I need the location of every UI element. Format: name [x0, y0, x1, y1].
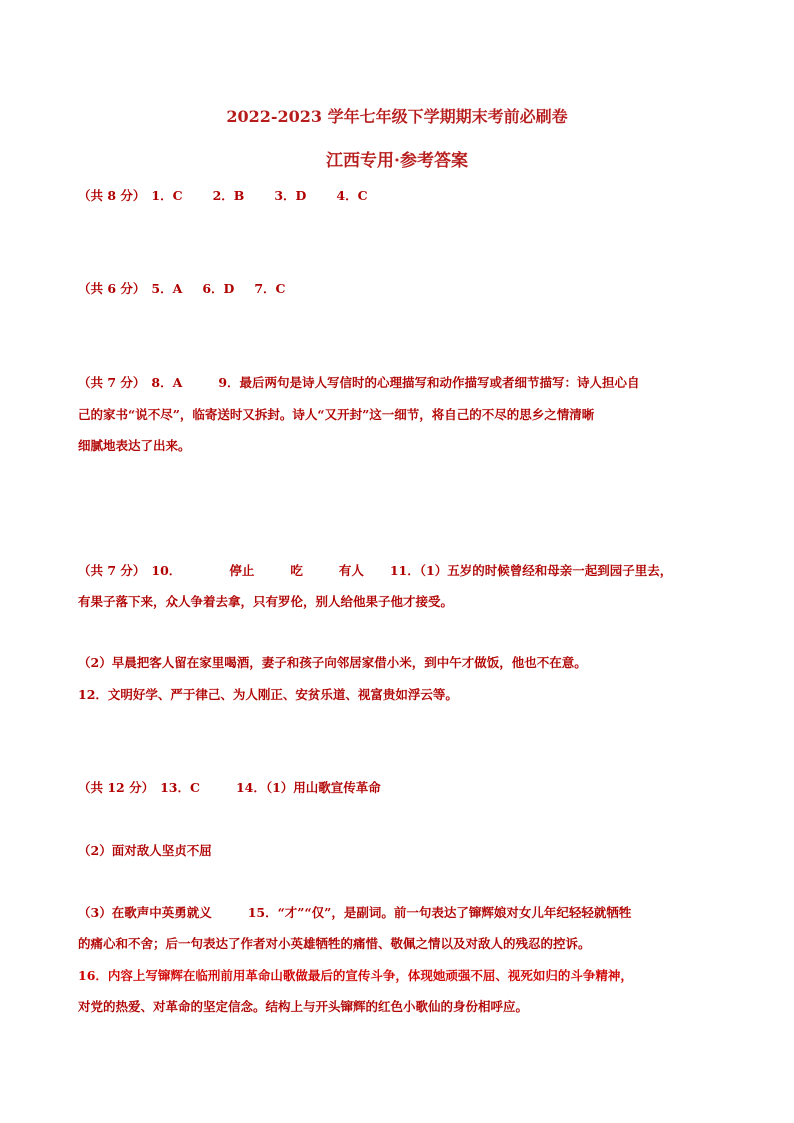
answer-15-line1: 15．“才”“仅”，是副词。前一句表达了镩辉娘对女儿年纪轻轻就牺牲: [247, 905, 632, 920]
answer-4: 4．C: [336, 188, 368, 203]
page-subtitle: 江西专用·参考答案: [326, 151, 468, 171]
answer-5: 5．A: [151, 281, 183, 296]
answer-line-s1: [78, 186, 368, 204]
answer-11-line1: 11．（1）五岁的时候曾经和母亲一起到园子里去，: [389, 563, 673, 578]
answer-15-line2: 的痛心和不舍；后一句表达了作者对小英雄牺牲的痛惜、敬佩之情以及对敌人的残忍的控诉。: [78, 936, 591, 951]
answer-3: 3．D: [274, 188, 307, 203]
answer-line-s5-3: [78, 903, 631, 921]
answer-10-a3: 有人: [338, 563, 364, 578]
answer-14-1: 14．（1）用山歌宣传革命: [235, 780, 381, 795]
answer-8: 8．A: [151, 375, 183, 390]
answer-14-3: （3）在歌声中英勇就义: [78, 905, 212, 920]
group-label: （共 6 分）: [78, 281, 146, 296]
page-title: 2022-2023 学年七年级下学期期末考前必刷卷: [226, 107, 568, 126]
group-label: （共 12 分）: [78, 780, 155, 795]
group-label: （共 7 分）: [78, 375, 146, 390]
answer-line-s4-1: [78, 561, 672, 579]
answer-6: 6．D: [202, 281, 235, 296]
answer-11-line3: （2）早晨把客人留在家里喝酒，妻子和孩子向邻居家借小米，到中午才做饭，他也不在意。: [78, 655, 587, 670]
answer-9-line1: 9．最后两句是诗人写信时的心理描写和动作描写或者细节描写：诗人担心自: [218, 375, 640, 390]
answer-line-s5-1: [78, 778, 381, 796]
answer-9-line2: 己的家书“说不尽”，临寄送时又拆封。诗人“又开封”这一细节，将自己的不尽的思乡之情清晰: [78, 407, 595, 422]
answer-1: 1．C: [151, 188, 183, 203]
answer-line-s2: [78, 279, 286, 297]
answer-10-a2: 吃: [290, 563, 303, 578]
answer-14-2: （2）面对敌人坚贞不屈: [78, 843, 212, 858]
answer-10-a1: 停止: [229, 563, 255, 578]
answer-9-line3: 细腻地表达了出来。: [78, 438, 191, 453]
answer-16-line2: 对党的热爱、对革命的坚定信念。结构上与开头镩辉的红色小歌仙的身份相呼应。: [78, 999, 529, 1014]
group-label: （共 7 分）: [78, 563, 146, 578]
answer-10-number: 10．: [151, 563, 182, 578]
answer-11-line2: 有果子落下来，众人争着去拿，只有罗伦，别人给他果子他才接受。: [78, 594, 454, 609]
answer-12: 12．文明好学、严于律己、为人刚正、安贫乐道、视富贵如浮云等。: [78, 687, 458, 702]
group-label: （共 8 分）: [78, 188, 146, 203]
answer-13: 13．C: [160, 780, 200, 795]
answer-16-line1: 16．内容上写镩辉在临刑前用革命山歌做最后的宣传斗争，体现她顽强不屈、视死如归的斗争精神，: [78, 968, 633, 983]
answer-7: 7．C: [254, 281, 286, 296]
answer-line-s3-1: [78, 373, 640, 391]
answer-2: 2．B: [212, 188, 245, 203]
